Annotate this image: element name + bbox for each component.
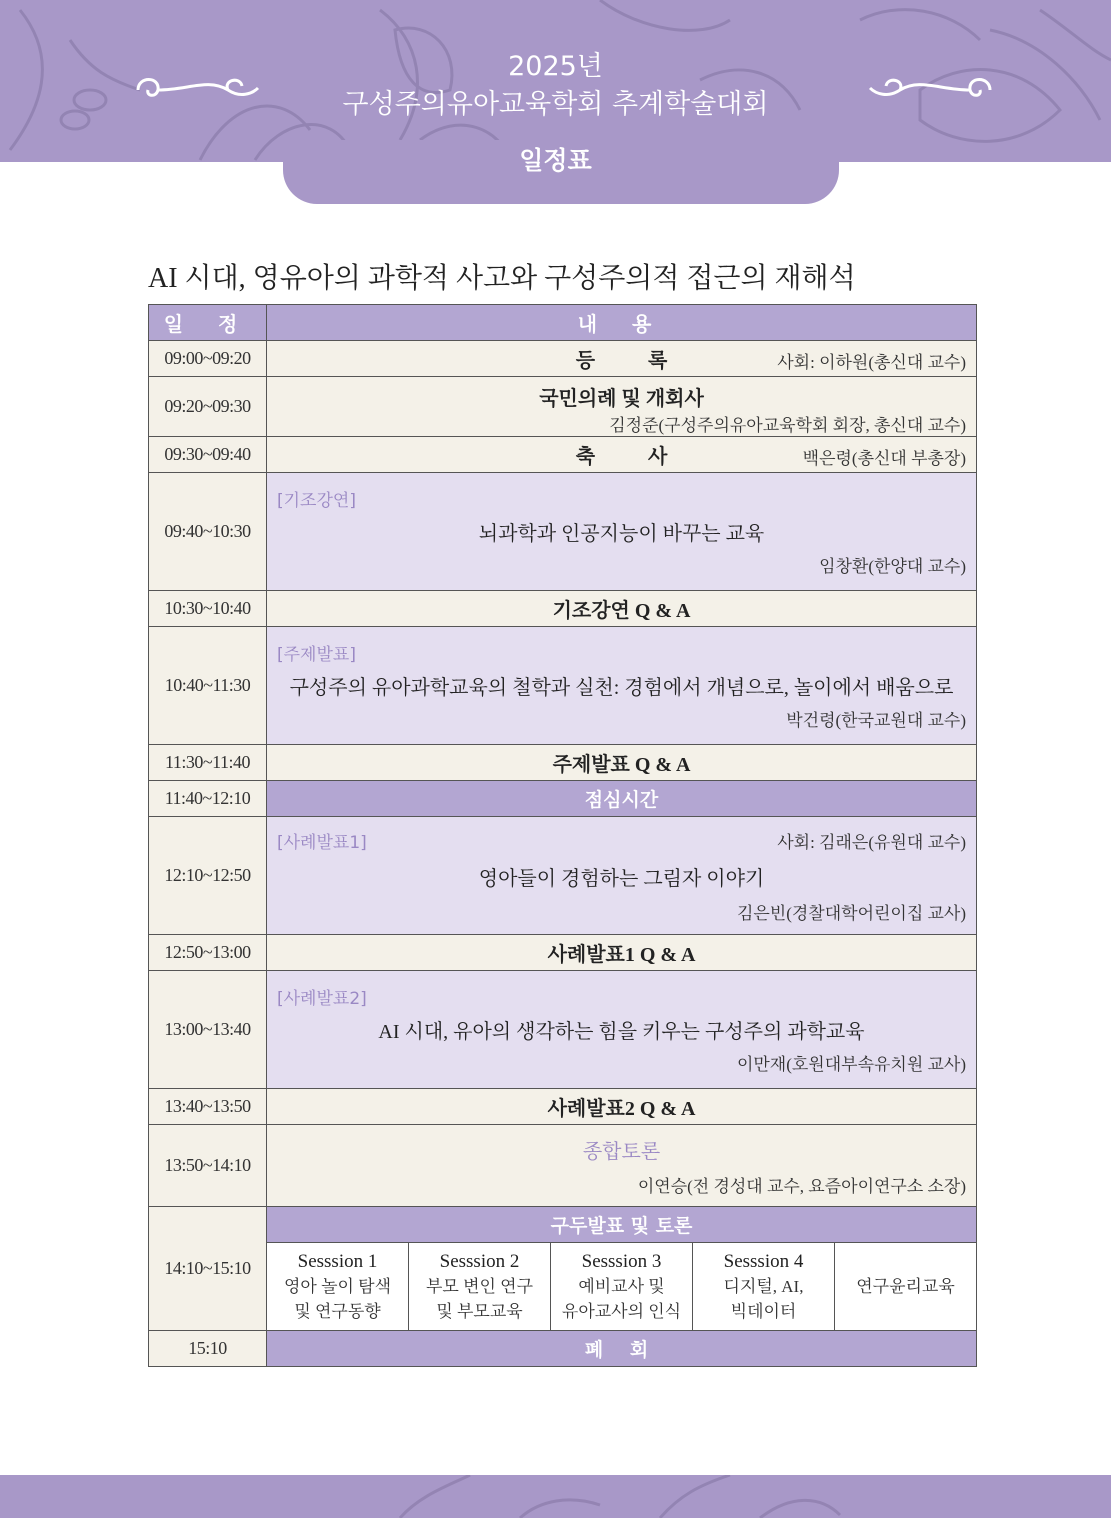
content-cell	[267, 627, 977, 745]
time-cell: 09:00~09:20	[149, 341, 267, 377]
session-name: Sesssion 4	[723, 1251, 804, 1272]
schedule-table	[148, 304, 977, 1367]
table-row	[149, 437, 977, 473]
oral-session-header: 구두발표 및 토론	[267, 1207, 977, 1243]
session-line: 연구윤리교육	[856, 1277, 955, 1296]
table-row	[149, 473, 977, 591]
content-cell	[267, 1089, 977, 1125]
time-cell: 09:20~09:30	[149, 377, 267, 437]
table-row	[149, 1207, 977, 1243]
session-cell	[835, 1243, 977, 1331]
header-title: 구성주의유아교육학회 추계학술대회	[342, 89, 769, 120]
time-cell: 13:00~13:40	[149, 971, 267, 1089]
session-name: Sesssion 2	[439, 1251, 520, 1272]
speaker-note: 이연승(전 경성대 교수, 요즘아이연구소 소장)	[637, 1176, 967, 1196]
header-year: 2025년	[508, 51, 603, 82]
lunch-cell: 점심시간	[267, 781, 977, 817]
session-line: 빅데이터	[730, 1302, 797, 1321]
time-cell: 10:30~10:40	[149, 591, 267, 627]
content-cell	[267, 341, 977, 377]
table-row	[149, 781, 977, 817]
table-row	[149, 377, 977, 437]
content-cell	[267, 377, 977, 437]
content-cell	[267, 591, 977, 627]
event-note: 백은령(총신대 부총장)	[802, 449, 967, 468]
time-cell: 15:10	[149, 1331, 267, 1367]
session-tag: [주제발표]	[277, 645, 356, 665]
speaker-note: 임창환(한양대 교수)	[819, 557, 967, 576]
session-tag: [사례발표2]	[277, 989, 367, 1009]
session-tag: [사례발표1]	[277, 832, 367, 853]
column-header-content: 내 용	[267, 305, 977, 341]
event-title: 영아들이 경험하는 그림자 이야기	[478, 867, 765, 890]
moderator-note: 사회: 김래은(유원대 교수)	[777, 832, 967, 852]
content-cell	[267, 745, 977, 781]
session-line: 영아 놀이 탐색	[283, 1277, 392, 1296]
closing-cell: 폐 회	[267, 1331, 977, 1367]
time-cell: 13:40~13:50	[149, 1089, 267, 1125]
event-title: 구성주의 유아과학교육의 철학과 실천: 경험에서 개념으로, 놀이에서 배움으로	[289, 677, 954, 699]
time-cell: 09:30~09:40	[149, 437, 267, 473]
event-note: 김정준(구성주의유아교육학회 회장, 총신대 교수)	[609, 415, 967, 435]
event-title: 주제발표 Q & A	[552, 754, 691, 776]
content-cell	[267, 935, 977, 971]
table-row	[149, 341, 977, 377]
document-title: AI 시대, 영유아의 과학적 사고와 구성주의적 접근의 재해석	[148, 263, 856, 294]
table-row	[149, 971, 977, 1089]
session-line: 및 연구동향	[294, 1302, 381, 1321]
speaker-note: 박건령(한국교원대 교수)	[786, 711, 967, 730]
table-row	[149, 1243, 977, 1331]
session-cell	[551, 1243, 693, 1331]
table-row	[149, 1331, 977, 1367]
session-line: 디지털, AI,	[723, 1277, 804, 1296]
table-row	[149, 745, 977, 781]
footer-banner	[0, 1475, 1111, 1518]
session-cell	[693, 1243, 835, 1331]
time-cell: 12:50~13:00	[149, 935, 267, 971]
header-subtitle: 일정표	[519, 146, 592, 175]
event-title: 등 록	[575, 350, 692, 372]
time-cell: 12:10~12:50	[149, 817, 267, 935]
content-cell	[267, 437, 977, 473]
table-row	[149, 1125, 977, 1207]
speaker-note: 김은빈(경찰대학어린이집 교사)	[736, 903, 967, 923]
table-row	[149, 817, 977, 935]
session-name: Sesssion 1	[297, 1251, 378, 1272]
table-row	[149, 1089, 977, 1125]
event-title: 기조강연 Q & A	[552, 600, 691, 622]
column-header-time: 일 정	[149, 305, 267, 341]
session-name: Sesssion 3	[581, 1251, 662, 1272]
session-line: 및 부모교육	[436, 1302, 523, 1321]
content-cell	[267, 817, 977, 935]
content-cell	[267, 473, 977, 591]
event-title: AI 시대, 유아의 생각하는 힘을 키우는 구성주의 과학교육	[378, 1021, 865, 1043]
time-cell: 13:50~14:10	[149, 1125, 267, 1207]
session-tag: [기조강연]	[277, 491, 356, 511]
event-title: 축 사	[575, 446, 692, 468]
table-row	[149, 935, 977, 971]
left-swirl-icon	[128, 68, 268, 108]
event-note: 사회: 이하원(총신대 교수)	[777, 353, 967, 372]
session-line: 예비교사 및	[578, 1277, 665, 1296]
time-cell: 10:40~11:30	[149, 627, 267, 745]
floral-decoration-icon	[0, 1475, 1111, 1518]
event-title: 종합토론	[582, 1138, 661, 1163]
session-cell	[409, 1243, 551, 1331]
time-cell: 11:30~11:40	[149, 745, 267, 781]
event-title: 국민의례 및 개회사	[539, 387, 704, 410]
session-line: 부모 변인 연구	[425, 1277, 534, 1296]
event-title: 뇌과학과 인공지능이 바꾸는 교육	[478, 523, 765, 545]
speaker-note: 이만재(호원대부속유치원 교사)	[736, 1055, 967, 1074]
time-cell: 14:10~15:10	[149, 1207, 267, 1331]
session-cell	[267, 1243, 409, 1331]
right-swirl-icon	[860, 68, 1000, 108]
table-row	[149, 591, 977, 627]
session-line: 유아교사의 인식	[561, 1302, 682, 1321]
time-cell: 11:40~12:10	[149, 781, 267, 817]
event-title: 사례발표2 Q & A	[547, 1098, 696, 1120]
content-cell	[267, 1125, 977, 1207]
time-cell: 09:40~10:30	[149, 473, 267, 591]
content-cell	[267, 971, 977, 1089]
event-title: 사례발표1 Q & A	[547, 944, 696, 966]
table-row	[149, 627, 977, 745]
